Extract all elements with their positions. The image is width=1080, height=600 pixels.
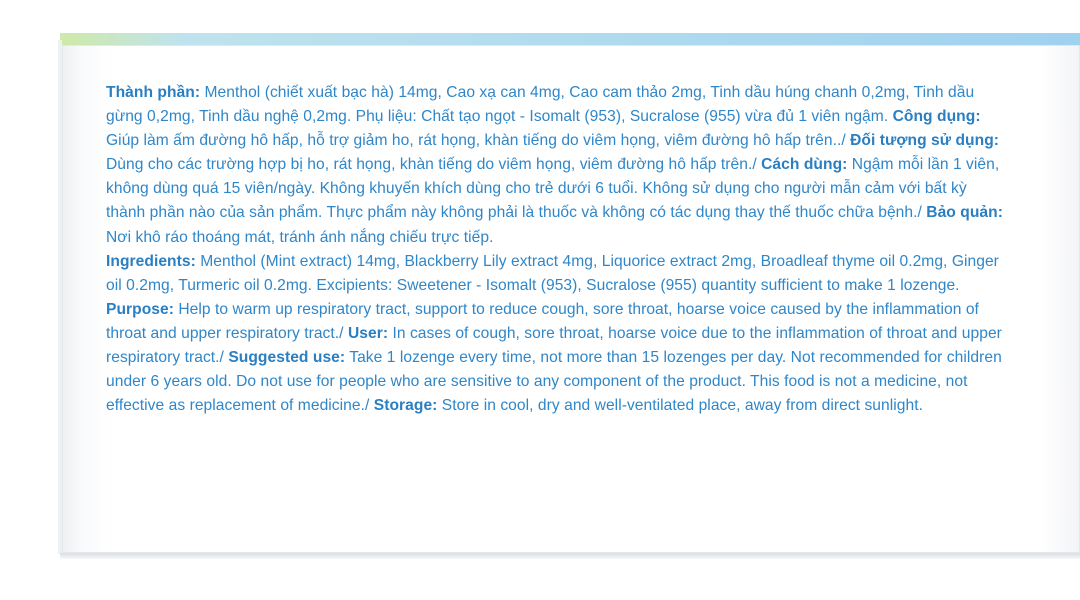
package-top-strip bbox=[60, 33, 1080, 45]
vi-storage-label: Bảo quản: bbox=[926, 204, 1003, 222]
en-use-text: Take 1 lozenge every time, not more than 15 lozenges per day. Not recommended for children under 6 years old. Do not use for people who are sensitive to any component of the product. This food is not a medicine, not effective as replacement of medicine./ bbox=[106, 349, 1002, 415]
vi-uses-label: Công dụng: bbox=[892, 108, 981, 126]
vi-ingredients-label: Thành phần: bbox=[106, 84, 201, 101]
package-bottom-shadow bbox=[60, 553, 1080, 559]
en-storage-text: Store in cool, dry and well-ventilated place, away from direct sunlight. bbox=[437, 397, 923, 415]
en-purpose-text: Help to warm up respiratory tract, support to reduce cough, sore throat, hoarse voice caused by the inflammation of throat and upper respiratory tract./ bbox=[106, 300, 979, 342]
en-storage-label: Storage: bbox=[373, 397, 438, 415]
vi-storage-text: Nơi khô ráo thoáng mát, tránh ánh nắng chiếu trực tiếp. bbox=[106, 228, 494, 246]
label-text-block bbox=[106, 81, 1006, 418]
en-ingredients-label: Ingredients: bbox=[106, 252, 196, 270]
vi-usage-label: Cách dùng: bbox=[761, 156, 848, 174]
en-user-text: In cases of cough, sore throat, hoarse voice due to the inflammation of throat and upper respiratory tract./ bbox=[106, 324, 1002, 367]
vi-target-label: Đối tượng sử dụng: bbox=[850, 132, 1000, 150]
en-purpose-label: Purpose: bbox=[106, 300, 174, 318]
en-ingredients-text: Menthol (Mint extract) 14mg, Blackberry Lily extract 4mg, Liquorice extract 2mg, Broadleaf thyme oil 0.2mg, Ginger oil 0.2mg, Turmeric oil 0.2mg. Excipients: Sweetener - Isomalt (953), Sucralose (955) quantity sufficient to make 1 lozenge. bbox=[106, 252, 999, 294]
vi-usage-text: Ngậm mỗi lần 1 viên, không dùng quá 15 viên/ngày. Không khuyến khích dùng cho trẻ dưới 6 tuổi. Không sử dụng cho người mẫn cảm với bất kỳ thành phần nào của sản phẩm. Thực phẩm này không phải là thuốc và không có tác dụng thay thế thuốc chữa bệnh./ bbox=[106, 156, 1000, 222]
en-user-label: User: bbox=[347, 324, 389, 342]
en-use-label: Suggested use: bbox=[228, 349, 346, 367]
vi-target-text: Dùng cho các trường hợp bị ho, rát họng, khàn tiếng do viêm họng, viêm đường hô hấp trên./ bbox=[106, 156, 762, 174]
vi-uses-text: Giúp làm ấm đường hô hấp, hỗ trợ giảm ho, rát họng, khàn tiếng do viêm họng, viêm đường hô hấp trên../ bbox=[106, 132, 851, 150]
vi-ingredients-text: Menthol (chiết xuất bạc hà) 14mg, Cao xạ can 4mg, Cao cam thảo 2mg, Tinh dầu húng chanh 0,2mg, Tinh dầu gừng 0,2mg, Tinh dầu nghệ 0,2mg. Phụ liệu: Chất tạo ngọt - Isomalt (953), Sucralose (955) vừa đủ 1 viên ngậm. bbox=[106, 84, 975, 126]
